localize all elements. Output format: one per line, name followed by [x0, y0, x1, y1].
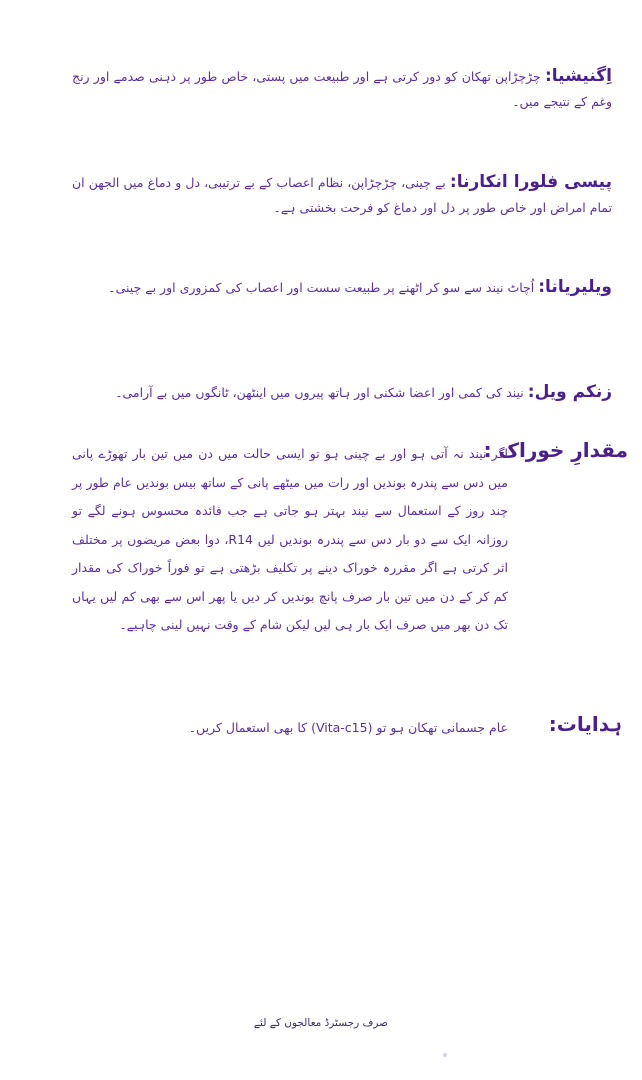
- footer-note: صرف رجسٹرڈ معالجوں کے لئے: [253, 1017, 389, 1029]
- instructions-label: ہدایات:: [548, 712, 622, 736]
- instructions-text: عام جسمانی تھکان ہو تو (Vita-c15) کا بھی استعمال کریں۔: [188, 720, 508, 735]
- entry-passiflora: [72, 170, 612, 220]
- entry-term: پیسی فلورا انکارنا:: [449, 172, 612, 192]
- entry-text: اُچاٹ نیند سے سو کر اٹھنے پر طبیعت سست اور اعصاب کی کمزوری اور بے چینی۔: [108, 280, 535, 295]
- scan-dot: [443, 1053, 447, 1057]
- entry-zincum-val: [72, 380, 612, 405]
- entry-text: بے چینی، چڑچڑاپن، نظام اعصاب کے بے ترتیبی، دل و دماغ میں الجھن ان تمام امراض اور خاص طور پر دل اور دماغ کو فرحت بخشتی ہے۔: [72, 175, 612, 215]
- entry-valeriana: [72, 275, 612, 300]
- entry-ignatia: [72, 64, 612, 114]
- entry-text: چڑچڑاپن تھکان کو دور کرتی ہے اور طبیعت میں پستی، خاص طور پر ذہنی صدمے اور رنج وغم کے نتیجے میں۔: [72, 69, 612, 109]
- entry-term: اِگنیشیا:: [544, 66, 612, 86]
- entry-term: زنکم ویل:: [527, 382, 612, 402]
- dosage-text: اگر نیند نہ آتی ہو اور بے چینی ہو تو ایسی حالت میں دن میں تین بار تھوڑے پانی میں دس سے پندرہ بوندیں اور رات میں میٹھے پانی کے ساتھ بیس بوندیں عام طور پر چند روز کے استعمال سے نیند بہتر ہو جاتی ہے جب فائدہ محسوس ہونے لگے تو روزانہ ایک سے دو بار دس سے پندرہ بوندیں لیں R14، دوا بعض مریضوں پر مختلف اثر کرتی ہے اگر مقررہ خوراک دینے پر تکلیف بڑھتی ہے تو فوراً خوراک کی مقدار کم کر کے دن میں تین بار صرف پانچ بوندیں کر دیں یا پھر اس سے بھی کم لیں یہاں تک دن بھر میں صرف ایک بار ہی لیں لیکن شام کے وقت نہیں لینی چاہیے۔: [72, 446, 508, 632]
- entry-text: نیند کی کمی اور اعضا شکنی اور ہاتھ پیروں میں اینٹھن، ٹانگوں میں بے آرامی۔: [115, 385, 524, 400]
- entry-term: ویلیریانا:: [538, 277, 612, 297]
- dosage-label: مقدارِ خوراک :: [483, 438, 628, 462]
